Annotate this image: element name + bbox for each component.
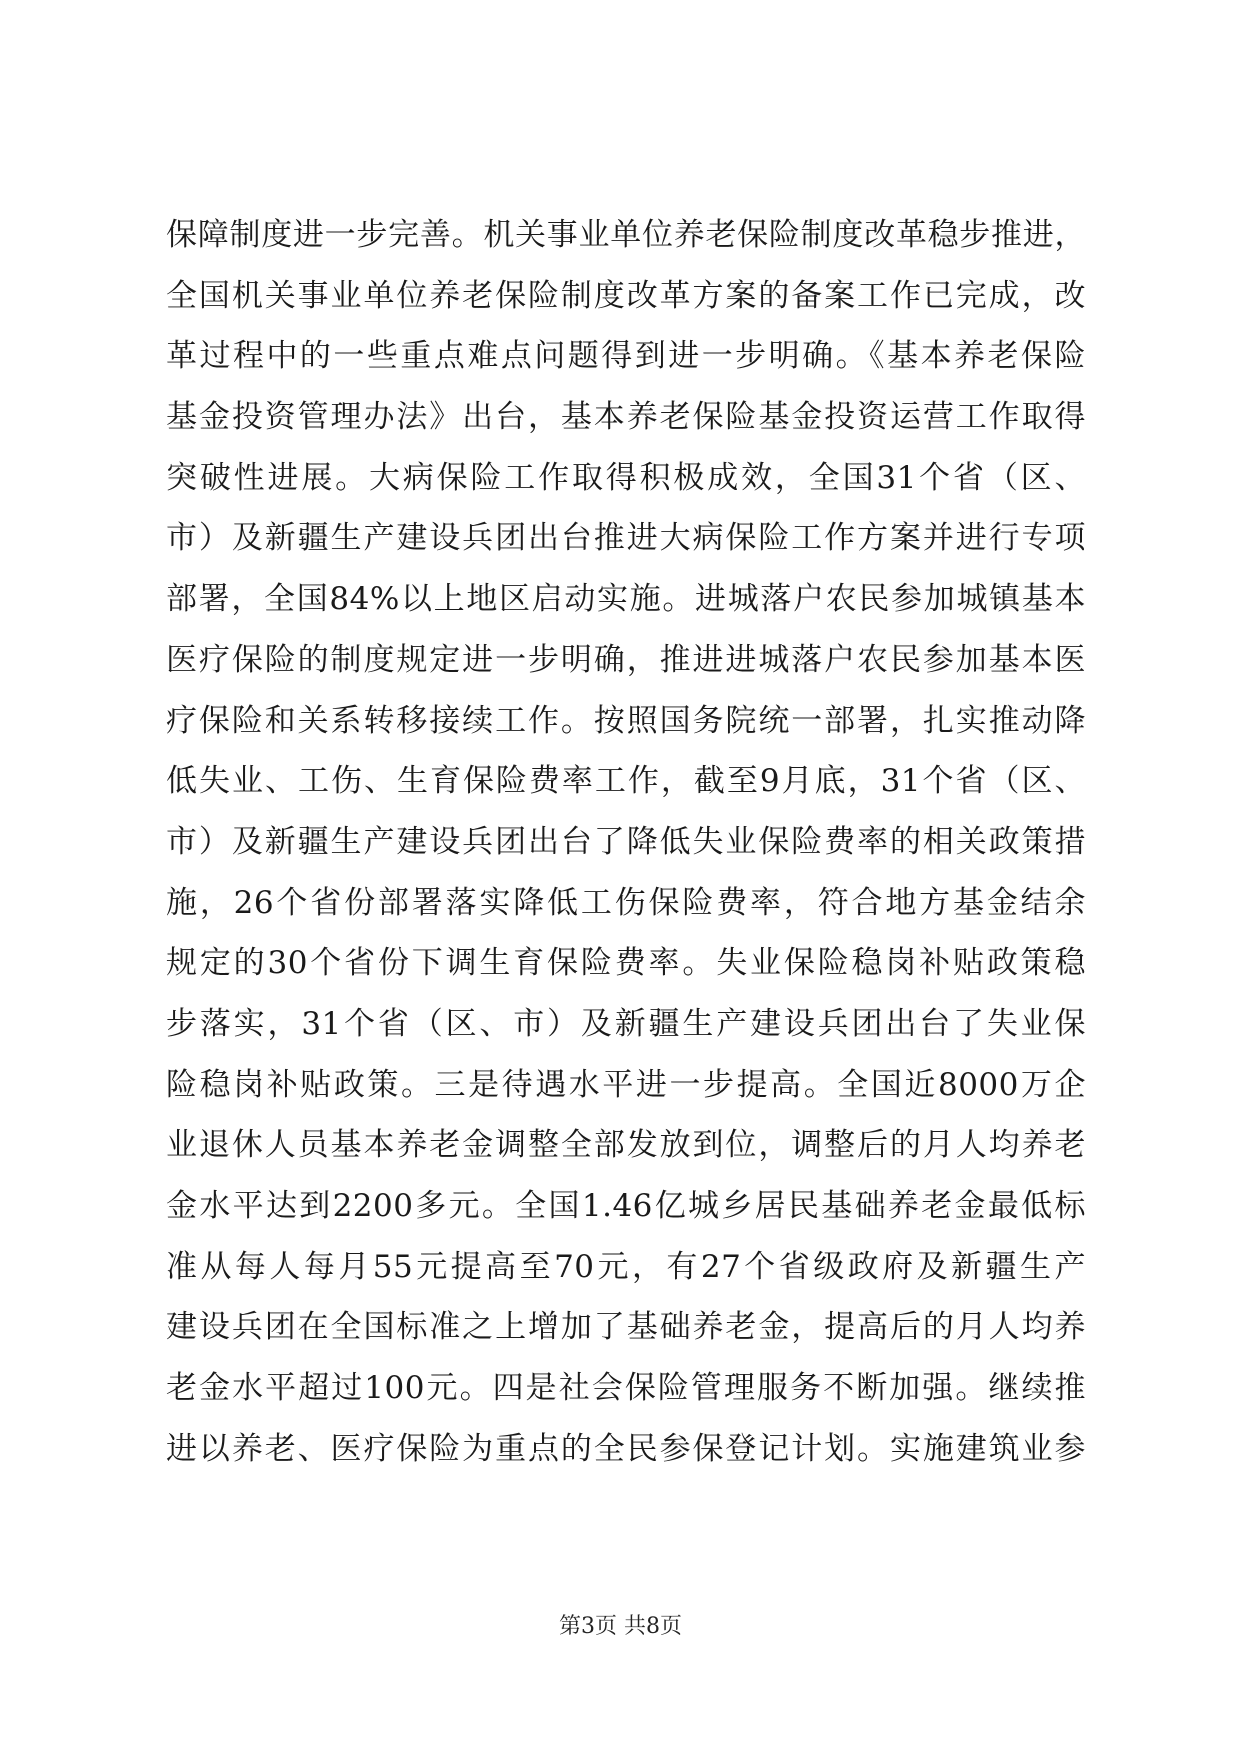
text-line: 市）及新疆生产建设兵团出台了降低失业保险费率的相关政策措 [166,823,1086,860]
text-line: 业退休人员基本养老金调整全部发放到位，调整后的月人均养老 [166,1127,1086,1164]
text-line: 准从每人每月55元提高至70元，有27个省级政府及新疆生产 [166,1248,1086,1285]
page-number-footer: 第3页 共8页 [559,1614,682,1639]
text-line: 低失业、工伤、生育保险费率工作，截至9月底，31个省（区、 [166,763,1086,800]
text-line: 医疗保险的制度规定进一步明确，推进进城落户农民参加基本医 [166,641,1086,678]
text-line: 保障制度进一步完善。机关事业单位养老保险制度改革稳步推进， [166,217,1086,253]
text-line: 市）及新疆生产建设兵团出台推进大病保险工作方案并进行专项 [166,520,1086,557]
text-line: 施，26个省份部署落实降低工伤保险费率，符合地方基金结余 [166,884,1086,921]
text-line: 建设兵团在全国标准之上增加了基础养老金，提高后的月人均养 [166,1309,1086,1346]
text-line: 部署，全国84%以上地区启动实施。进城落户农民参加城镇基本 [166,581,1086,618]
text-line: 基金投资管理办法》出台，基本养老保险基金投资运营工作取得 [166,399,1086,436]
text-line: 疗保险和关系转移接续工作。按照国务院统一部署，扎实推动降 [166,702,1086,739]
text-line: 步落实，31个省（区、市）及新疆生产建设兵团出台了失业保 [166,1005,1086,1042]
text-line: 全国机关事业单位养老保险制度改革方案的备案工作已完成，改 [166,277,1086,314]
text-line: 进以养老、医疗保险为重点的全民参保登记计划。实施建筑业参 [166,1430,1086,1467]
text-line: 金水平达到2200多元。全国1.46亿城乡居民基础养老金最低标 [166,1188,1086,1224]
text-line: 险稳岗补贴政策。三是待遇水平进一步提高。全国近8000万企 [166,1066,1086,1103]
body-text [166,205,1086,1479]
text-line: 老金水平超过100元。四是社会保险管理服务不断加强。继续推 [166,1370,1086,1407]
text-line: 革过程中的一些重点难点问题得到进一步明确。《基本养老保险 [166,338,1086,375]
text-line: 突破性进展。大病保险工作取得积极成效，全国31个省（区、 [166,459,1086,496]
text-line: 规定的30个省份下调生育保险费率。失业保险稳岗补贴政策稳 [166,945,1086,982]
